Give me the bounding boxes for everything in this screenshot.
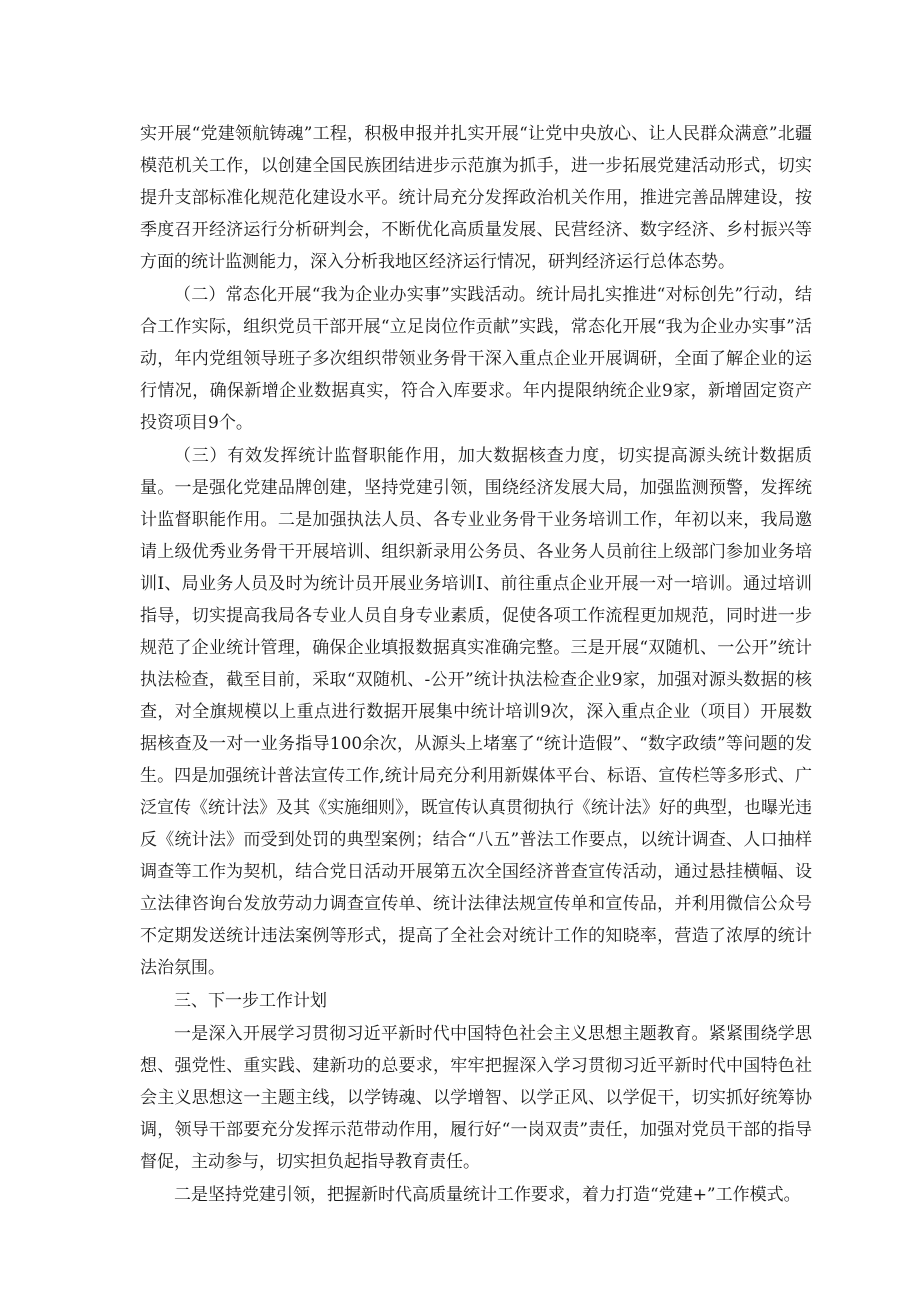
paragraph-section-three: （三）有效发挥统计监督职能作用，加大数据核查力度，切实提高源头统计数据质量。一是强化党建品牌创建，坚持党建引领，围绕经济发展大局，加强监测预警，发挥统计监督职能作用。二是加强执法人员、各专业业务骨干业务培训工作，年初以来，我局邀请上级优秀业务骨干开展培训、组织新录用公务员、各业务人员前往上级部门参加业务培训I、局业务人员及时为统计员开展业务培训I、前往重点企业开展一对一培训。通过培训指导，切实提高我局各专业人员自身专业素质，促使各项工作流程更加规范，同时进一步规范了企业统计管理，确保企业填报数据真实准确完整。三是开展“双随机、一公开”统计执法检查，截至目前，采取“双随机、-公开”统计执法检查企业9家，加强对源头数据的核查，对全旗规模以上重点进行数据开展集中统计培训9次，深入重点企业（项目）开展数据核查及一对一业务指导100余次，从源头上堵塞了“统计造假”、“数字政绩”等问题的发生。四是加强统计普法宣传工作,统计局充分利用新媒体平台、标语、宣传栏等多形式、广泛宣传《统计法》及其《实施细则》，既宣传认真贯彻执行《统计法》好的典型，也曝光违反《统计法》而受到处罚的典型案例；结合“八五”普法工作要点，以统计调查、人口抽样调查等工作为契机，结合党日活动开展第五次全国经济普查宣传活动，通过悬挂横幅、设立法律咨询台发放劳动力调查宣传单、统计法律法规宣传单和宣传品，并利用微信公众号不定期发送统计违法案例等形式，提高了全社会对统计工作的知晓率，营造了浓厚的统计法治氛围。 (140, 446, 812, 978)
section-heading-next-plan: 三、下一步工作计划 (174, 991, 327, 1011)
paragraph-section-two: （二）常态化开展“我为企业办实事”实践活动。统计局扎实推进“对标创先”行动，结合工作实际，组织党员干部开展“立足岗位作贡献”实践，常态化开展“我为企业办实事”活动，年内党组领导班子多次组织带领业务骨干深入重点企业开展调研，全面了解企业的运行情况，确保新增企业数据真实，符合入库要求。年内提限纳统企业9家，新增固定资产投资项目9个。 (140, 285, 812, 433)
paragraph-continuation: 实开展“党建领航铸魂”工程，积极申报并扎实开展“让党中央放心、让人民群众满意”北疆模范机关工作，以创建全国民族团结进步示范旗为抓手，进一步拓展党建活动形式，切实提升支部标准化规范化建设水平。统计局充分发挥政治机关作用，推进完善品牌建设，按季度召开经济运行分析研判会，不断优化高质量发展、民营经济、数字经济、乡村振兴等方面的统计监测能力，深入分析我地区经济运行情况，研判经济运行总体态势。 (140, 124, 812, 272)
document-body (140, 118, 812, 1212)
paragraph-plan-two: 二是坚持党建引领，把握新时代高质量统计工作要求，着力打造“党建+”工作模式。 (174, 1185, 801, 1205)
paragraph-plan-one: 一是深入开展学习贯彻习近平新时代中国特色社会主义思想主题教育。紧紧围绕学思想、强党性、重实践、建新功的总要求，牢牢把握深入学习贯彻习近平新时代中国特色社会主义思想这一主题主线，以学铸魂、以学增智、以学正风、以学促干，切实抓好统筹协调，领导干部要充分发挥示范带动作用，履行好“一岗双责”责任，加强对党员干部的指导督促，主动参与，切实担负起指导教育责任。 (140, 1024, 812, 1172)
